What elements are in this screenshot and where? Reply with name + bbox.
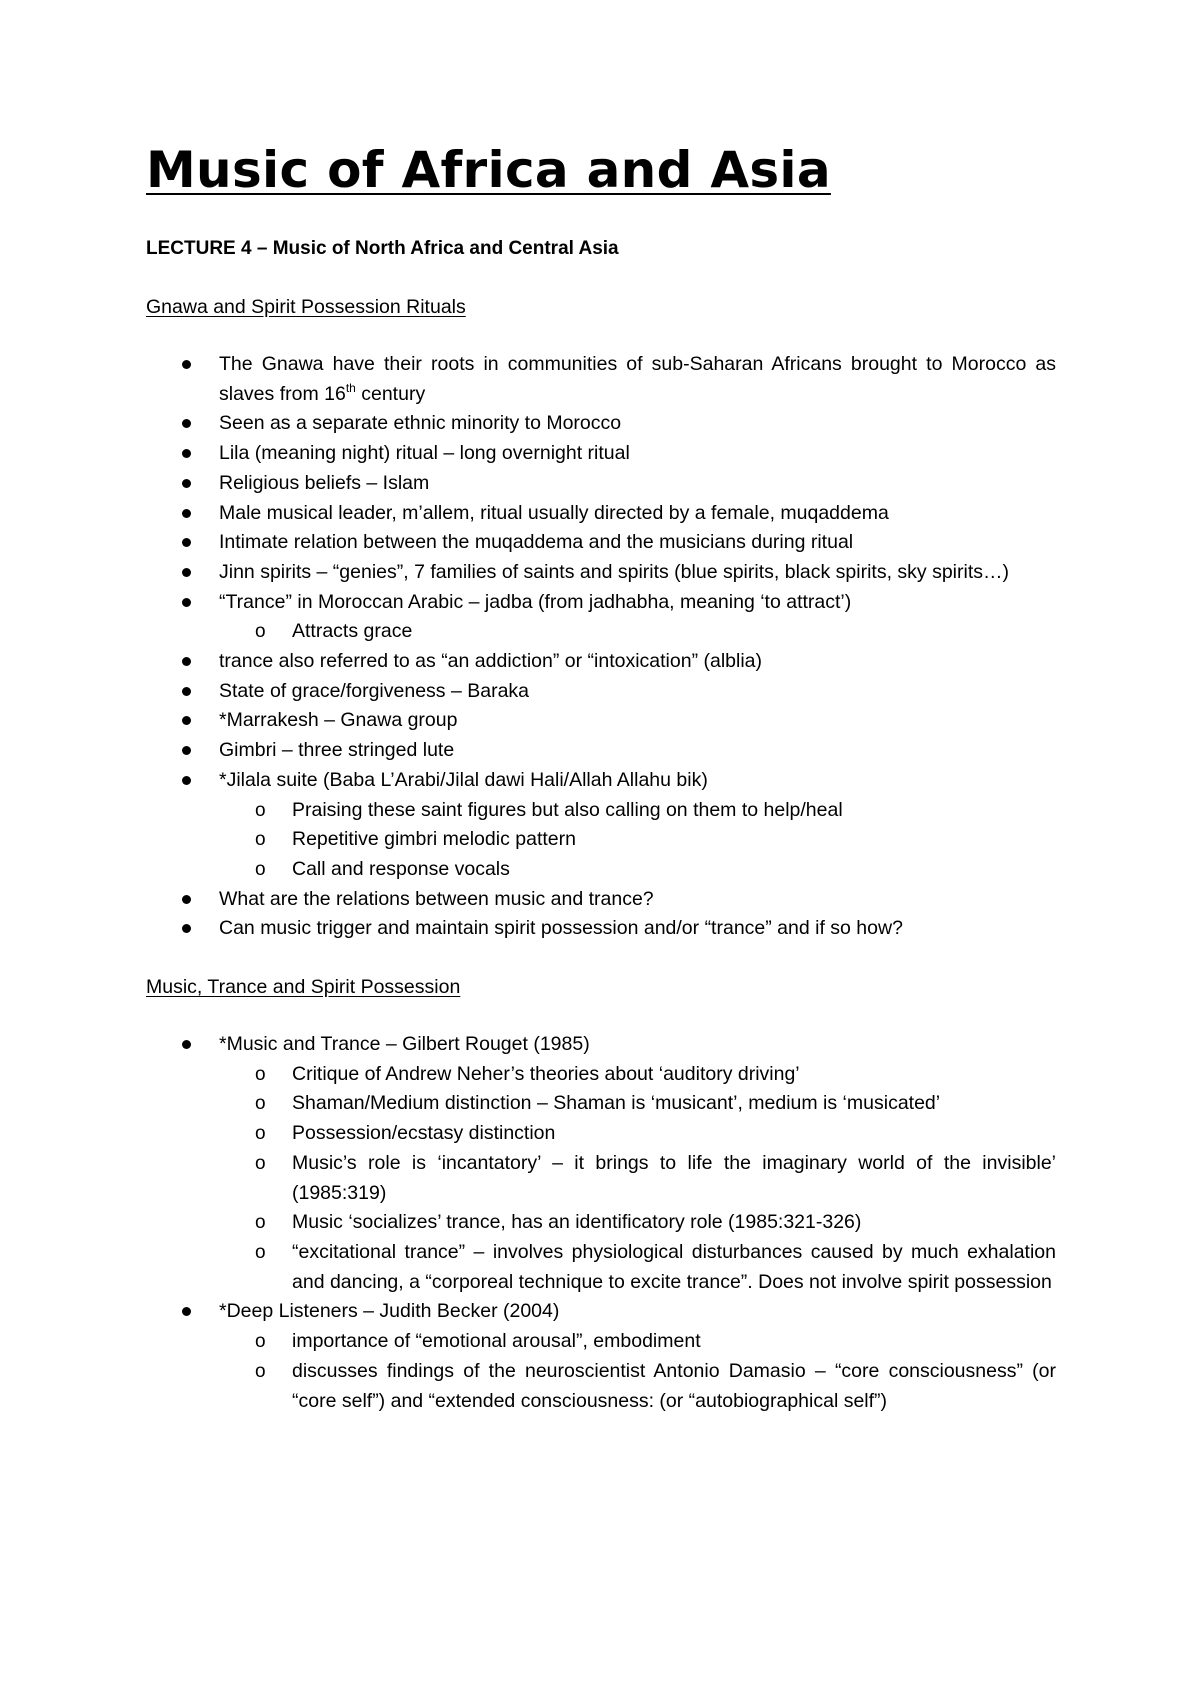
document-title: Music of Africa and Asia bbox=[146, 141, 831, 199]
sub-list-item bbox=[219, 1238, 1056, 1297]
sub-list-item bbox=[219, 796, 1056, 826]
list-item bbox=[146, 558, 1056, 588]
bullet-icon bbox=[182, 479, 191, 488]
gnawa-bullet-list bbox=[146, 350, 1056, 944]
superscript: th bbox=[345, 380, 356, 395]
list-item-text bbox=[219, 469, 1056, 499]
list-item bbox=[146, 499, 1056, 529]
sub-list-item-text: “excitational trance” – involves physiological disturbances caused by much exhalation and dancing, a “corporeal technique to excite trance”. Does not involve spirit possession bbox=[292, 1240, 1056, 1293]
circle-bullet-icon: o bbox=[255, 858, 266, 880]
list-item-text bbox=[219, 588, 1056, 618]
list-item-label: Seen as a separate ethnic minority to Morocco bbox=[219, 412, 622, 435]
list-item-text bbox=[219, 766, 1056, 796]
list-item-label: Gimbri – three stringed lute bbox=[219, 739, 455, 762]
sub-list-item bbox=[219, 1357, 1056, 1416]
list-item bbox=[146, 528, 1056, 558]
list-item bbox=[146, 469, 1056, 499]
list-item-label: Male musical leader, m’allem, ritual usually directed by a female, muqaddema bbox=[219, 501, 889, 524]
list-item-label: *Jilala suite (Baba L’Arabi/Jilal dawi Hali/Allah Allahu bik) bbox=[219, 768, 708, 791]
list-item-label: State of grace/forgiveness – Baraka bbox=[219, 679, 530, 702]
sub-list-item bbox=[219, 855, 1056, 885]
circle-bullet-icon: o bbox=[255, 621, 266, 643]
sub-list-item bbox=[219, 1089, 1056, 1119]
list-item-label: Jinn spirits – “genies”, 7 families of saints and spirits (blue spirits, black spirits, sky spirits…) bbox=[219, 560, 1009, 583]
sub-list-item-text: Shaman/Medium distinction – Shaman is ‘musicant’, medium is ‘musicated’ bbox=[292, 1092, 941, 1115]
bullet-icon bbox=[182, 1040, 191, 1049]
list-item-text bbox=[219, 409, 1056, 439]
sub-list bbox=[219, 617, 1056, 647]
bullet-icon bbox=[182, 776, 191, 785]
sub-list-item-text: discusses findings of the neuroscientist Antonio Damasio – “core consciousness” (or “core self”) and “extended consciousness: (or “autobiographical self”) bbox=[292, 1359, 1056, 1412]
list-item bbox=[146, 1297, 1056, 1416]
sub-list-item-text: Repetitive gimbri melodic pattern bbox=[292, 828, 576, 851]
sub-list-item-text: Music’s role is ‘incantatory’ – it brings to life the imaginary world of the invisible’ (1985:319) bbox=[292, 1151, 1056, 1204]
sub-list bbox=[219, 1327, 1056, 1416]
list-item-label: “Trance” in Moroccan Arabic – jadba (from jadhabha, meaning ‘to attract’) bbox=[219, 590, 852, 613]
list-item-label: What are the relations between music and trance? bbox=[219, 887, 654, 910]
bullet-icon bbox=[182, 895, 191, 904]
list-item bbox=[146, 350, 1056, 409]
sub-list-item-text: importance of “emotional arousal”, embodiment bbox=[292, 1330, 701, 1353]
circle-bullet-icon: o bbox=[255, 1093, 266, 1115]
bullet-icon bbox=[182, 449, 191, 458]
bullet-icon bbox=[182, 419, 191, 428]
list-item-text bbox=[219, 350, 1056, 409]
bullet-icon bbox=[182, 360, 191, 369]
circle-bullet-icon: o bbox=[255, 1212, 266, 1234]
circle-bullet-icon: o bbox=[255, 1063, 266, 1085]
list-item-label: *Deep Listeners – Judith Becker (2004) bbox=[219, 1300, 560, 1323]
list-item bbox=[146, 1030, 1056, 1297]
bullet-icon bbox=[182, 538, 191, 547]
lecture-heading: LECTURE 4 – Music of North Africa and Central Asia bbox=[146, 238, 619, 259]
list-item-text bbox=[219, 1030, 1056, 1060]
list-item bbox=[146, 736, 1056, 766]
sub-list bbox=[219, 1060, 1056, 1298]
sub-list-item-text: Attracts grace bbox=[292, 620, 413, 643]
list-item-label: Can music trigger and maintain spirit possession and/or “trance” and if so how? bbox=[219, 917, 903, 940]
sub-list-item bbox=[219, 1119, 1056, 1149]
sub-list-item-text: Praising these saint figures but also calling on them to help/heal bbox=[292, 798, 843, 821]
sub-list-item-text: Call and response vocals bbox=[292, 857, 510, 880]
list-item-text bbox=[219, 528, 1056, 558]
circle-bullet-icon: o bbox=[255, 1331, 266, 1353]
sub-list-item bbox=[219, 1060, 1056, 1090]
bullet-icon bbox=[182, 746, 191, 755]
document-page bbox=[146, 140, 1056, 1416]
list-item-text bbox=[219, 914, 1056, 944]
bullet-icon bbox=[182, 924, 191, 933]
bullet-icon bbox=[182, 598, 191, 607]
sub-list-item bbox=[219, 1149, 1056, 1208]
circle-bullet-icon: o bbox=[255, 829, 266, 851]
sub-list-item-text: Possession/ecstasy distinction bbox=[292, 1122, 556, 1145]
circle-bullet-icon: o bbox=[255, 1152, 266, 1174]
sub-list-item-text: Critique of Andrew Neher’s theories about ‘auditory driving’ bbox=[292, 1062, 800, 1085]
bullet-icon bbox=[182, 716, 191, 725]
list-item-label: trance also referred to as “an addiction” or “intoxication” (alblia) bbox=[219, 650, 763, 673]
list-item-text bbox=[219, 499, 1056, 529]
list-item-text bbox=[219, 706, 1056, 736]
bullet-icon bbox=[182, 509, 191, 518]
list-item bbox=[146, 914, 1056, 944]
list-item bbox=[146, 439, 1056, 469]
list-item bbox=[146, 677, 1056, 707]
list-item bbox=[146, 706, 1056, 736]
list-item-label: *Marrakesh – Gnawa group bbox=[219, 709, 458, 732]
list-item bbox=[146, 588, 1056, 647]
list-item-label: Religious beliefs – Islam bbox=[219, 471, 430, 494]
sub-list-item bbox=[219, 617, 1056, 647]
sub-list bbox=[219, 796, 1056, 885]
section-heading-gnawa: Gnawa and Spirit Possession Rituals bbox=[146, 296, 466, 318]
section-heading-trance: Music, Trance and Spirit Possession bbox=[146, 976, 461, 999]
list-item-label: *Music and Trance – Gilbert Rouget (1985) bbox=[219, 1033, 590, 1056]
list-item-label: Intimate relation between the muqaddema and the musicians during ritual bbox=[219, 531, 854, 554]
bullet-icon bbox=[182, 657, 191, 666]
list-item bbox=[146, 885, 1056, 915]
list-item bbox=[146, 766, 1056, 885]
circle-bullet-icon: o bbox=[255, 1241, 266, 1263]
sub-list-item bbox=[219, 1208, 1056, 1238]
circle-bullet-icon: o bbox=[255, 799, 266, 821]
list-item-text bbox=[219, 1297, 1056, 1327]
list-item-label: Lila (meaning night) ritual – long overnight ritual bbox=[219, 442, 630, 465]
sub-list-item bbox=[219, 1327, 1056, 1357]
bullet-icon bbox=[182, 687, 191, 696]
bullet-icon bbox=[182, 568, 191, 577]
trance-bullet-list bbox=[146, 1030, 1056, 1416]
list-item-text bbox=[219, 439, 1056, 469]
list-item-text bbox=[219, 558, 1056, 588]
list-item-text bbox=[219, 677, 1056, 707]
list-item-label: The Gnawa have their roots in communities of sub-Saharan Africans brought to Morocco as slaves from 16 bbox=[219, 353, 1056, 405]
list-item-text bbox=[219, 885, 1056, 915]
circle-bullet-icon: o bbox=[255, 1123, 266, 1145]
list-item bbox=[146, 409, 1056, 439]
sub-list-item-text: Music ‘socializes’ trance, has an identificatory role (1985:321-326) bbox=[292, 1211, 862, 1234]
list-item bbox=[146, 647, 1056, 677]
list-item-text bbox=[219, 736, 1056, 766]
bullet-icon bbox=[182, 1307, 191, 1316]
list-item-text bbox=[219, 647, 1056, 677]
sub-list-item bbox=[219, 825, 1056, 855]
circle-bullet-icon: o bbox=[255, 1360, 266, 1382]
list-item-label-tail: century bbox=[355, 382, 426, 405]
